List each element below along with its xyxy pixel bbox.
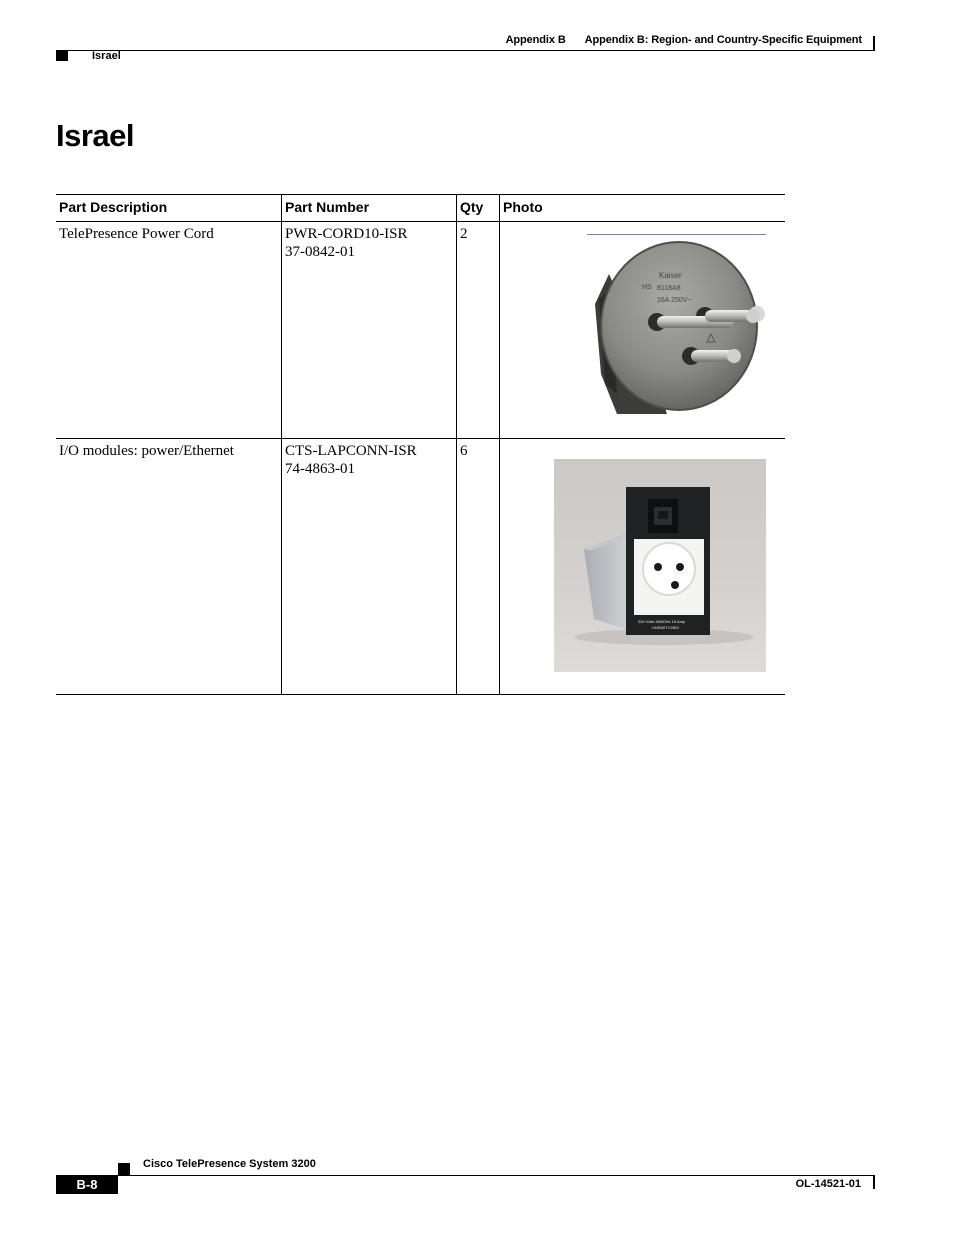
column-header-photo: Photo (499, 195, 785, 221)
module-label: UNSWITCHED (652, 625, 680, 630)
table-header-row (56, 194, 785, 222)
running-header (490, 34, 862, 46)
power-cord-photo (587, 234, 766, 414)
footer-rule (56, 1175, 875, 1176)
io-module-photo (554, 459, 766, 672)
header-bar (873, 36, 875, 51)
page-title: Israel (56, 118, 135, 153)
header-chapter: Appendix B: Region- and Country-Specific Equipment (584, 34, 862, 46)
photo-cell (499, 439, 785, 694)
header-section: Israel (92, 50, 121, 62)
israel-plug-image (587, 234, 766, 414)
part-qty: 6 (456, 439, 499, 694)
io-module-image (554, 459, 766, 672)
plug-model: 8118A8 (657, 285, 681, 292)
part-number-primary: CTS-LAPCONN-ISR (285, 443, 417, 459)
part-number-primary: PWR-CORD10-ISR (285, 226, 408, 242)
parts-table (56, 194, 785, 695)
table-row (56, 439, 785, 695)
header-block (56, 51, 68, 61)
photo-top-line (587, 234, 766, 235)
footer-bar (873, 1176, 875, 1189)
column-header-description: Part Description (59, 199, 168, 215)
column-header-qty: Qty (456, 195, 499, 221)
part-description: I/O modules: power/Ethernet (59, 443, 234, 459)
column-header-part-number: Part Number (281, 195, 456, 221)
part-qty: 2 (456, 222, 499, 438)
footer-block (118, 1163, 130, 1175)
page-number: B-8 (56, 1175, 118, 1194)
part-number (281, 222, 456, 438)
part-number-secondary: 37-0842-01 (285, 244, 355, 260)
part-number (281, 439, 456, 694)
header-rule (56, 50, 875, 51)
part-description: TelePresence Power Cord (59, 226, 214, 242)
part-number-secondary: 74-4863-01 (285, 461, 355, 477)
photo-cell (499, 222, 785, 438)
footer-doc-title: Cisco TelePresence System 3200 (143, 1158, 316, 1170)
plug-mark: HS (642, 284, 652, 291)
footer-doc-id: OL-14521-01 (795, 1178, 861, 1190)
plug-brand: Kaiser (659, 271, 682, 280)
module-rating: 250 Volts 50/60Hz 16 Amp (638, 619, 686, 624)
header-appendix: Appendix B (505, 34, 566, 46)
plug-rating: 16A 250V~ (657, 297, 692, 304)
table-row (56, 222, 785, 439)
